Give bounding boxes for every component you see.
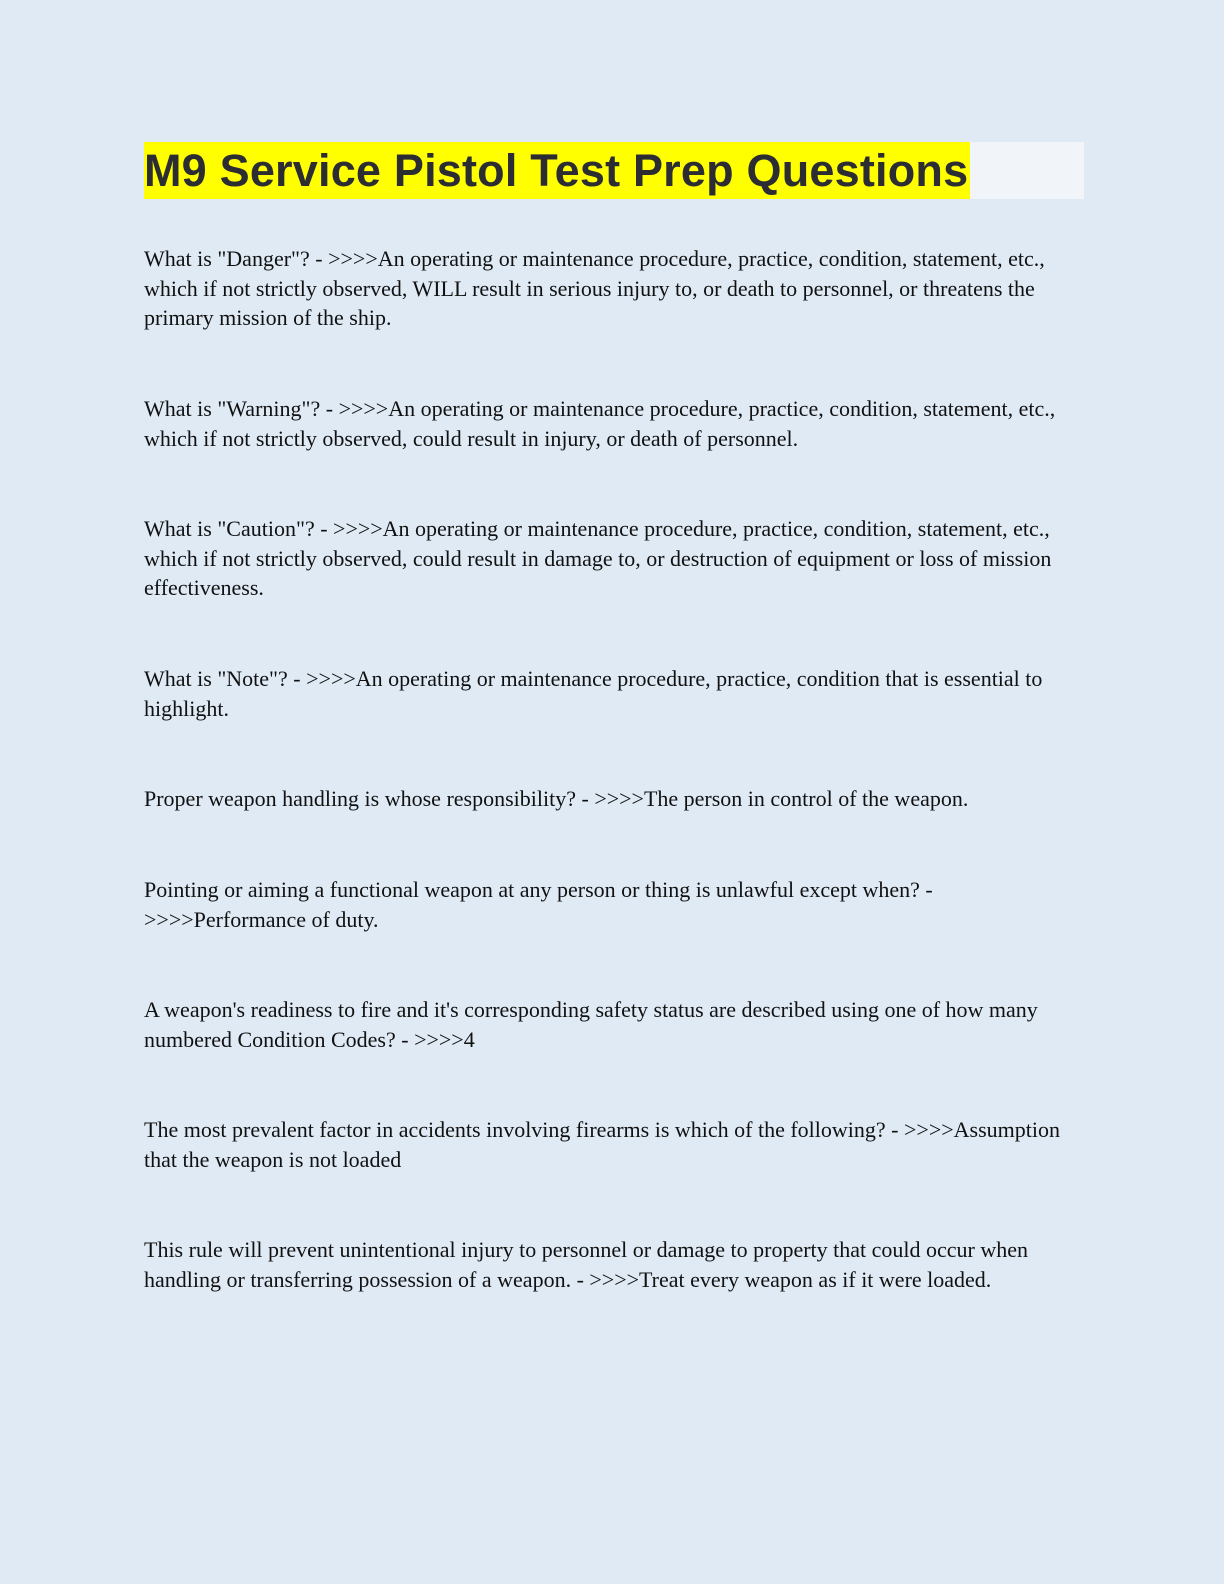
qa-item-caution: What is "Caution"? - >>>>An operating or maintenance procedure, practice, condition, statement, etc., which if not strictly observed, could result in damage to, or destruction of equipment or loss of mission effectiveness. [144, 516, 1052, 601]
qa-item-warning: What is "Warning"? - >>>>An operating or maintenance procedure, practice, condition, statement, etc., which if not strictly observed, could result in injury, or death of personnel. [144, 396, 1056, 451]
qa-item-danger: What is "Danger"? - >>>>An operating or maintenance procedure, practice, condition, statement, etc., which if not strictly observed, WILL result in serious injury to, or death to personnel, or threatens the primary mission of the ship. [144, 246, 1045, 331]
qa-item-pointing: Pointing or aiming a functional weapon at any person or thing is unlawful except when? - >>>>Performance of duty. [144, 877, 933, 932]
qa-item-note: What is "Note"? - >>>>An operating or maintenance procedure, practice, condition that is essential to highlight. [144, 666, 1043, 721]
document-page [144, 142, 1084, 1292]
qa-item-condition-codes: A weapon's readiness to fire and it's corresponding safety status are described using one of how many numbered Condition Codes? - >>>>4 [144, 997, 1038, 1052]
qa-item-safety-rule: This rule will prevent unintentional injury to personnel or damage to property that could occur when handling or transferring possession of a weapon. - >>>>Treat every weapon as if it were loaded. [144, 1237, 1029, 1292]
qa-item-prevalent-factor: The most prevalent factor in accidents involving firearms is which of the following? - >>>>Assumption that the weapon is not loaded [144, 1117, 1060, 1172]
qa-item-responsibility: Proper weapon handling is whose responsibility? - >>>>The person in control of the weapon. [144, 786, 969, 811]
title-highlight [144, 142, 970, 199]
page-title: M9 Service Pistol Test Prep Questions [144, 145, 969, 196]
title-band [144, 142, 1084, 199]
